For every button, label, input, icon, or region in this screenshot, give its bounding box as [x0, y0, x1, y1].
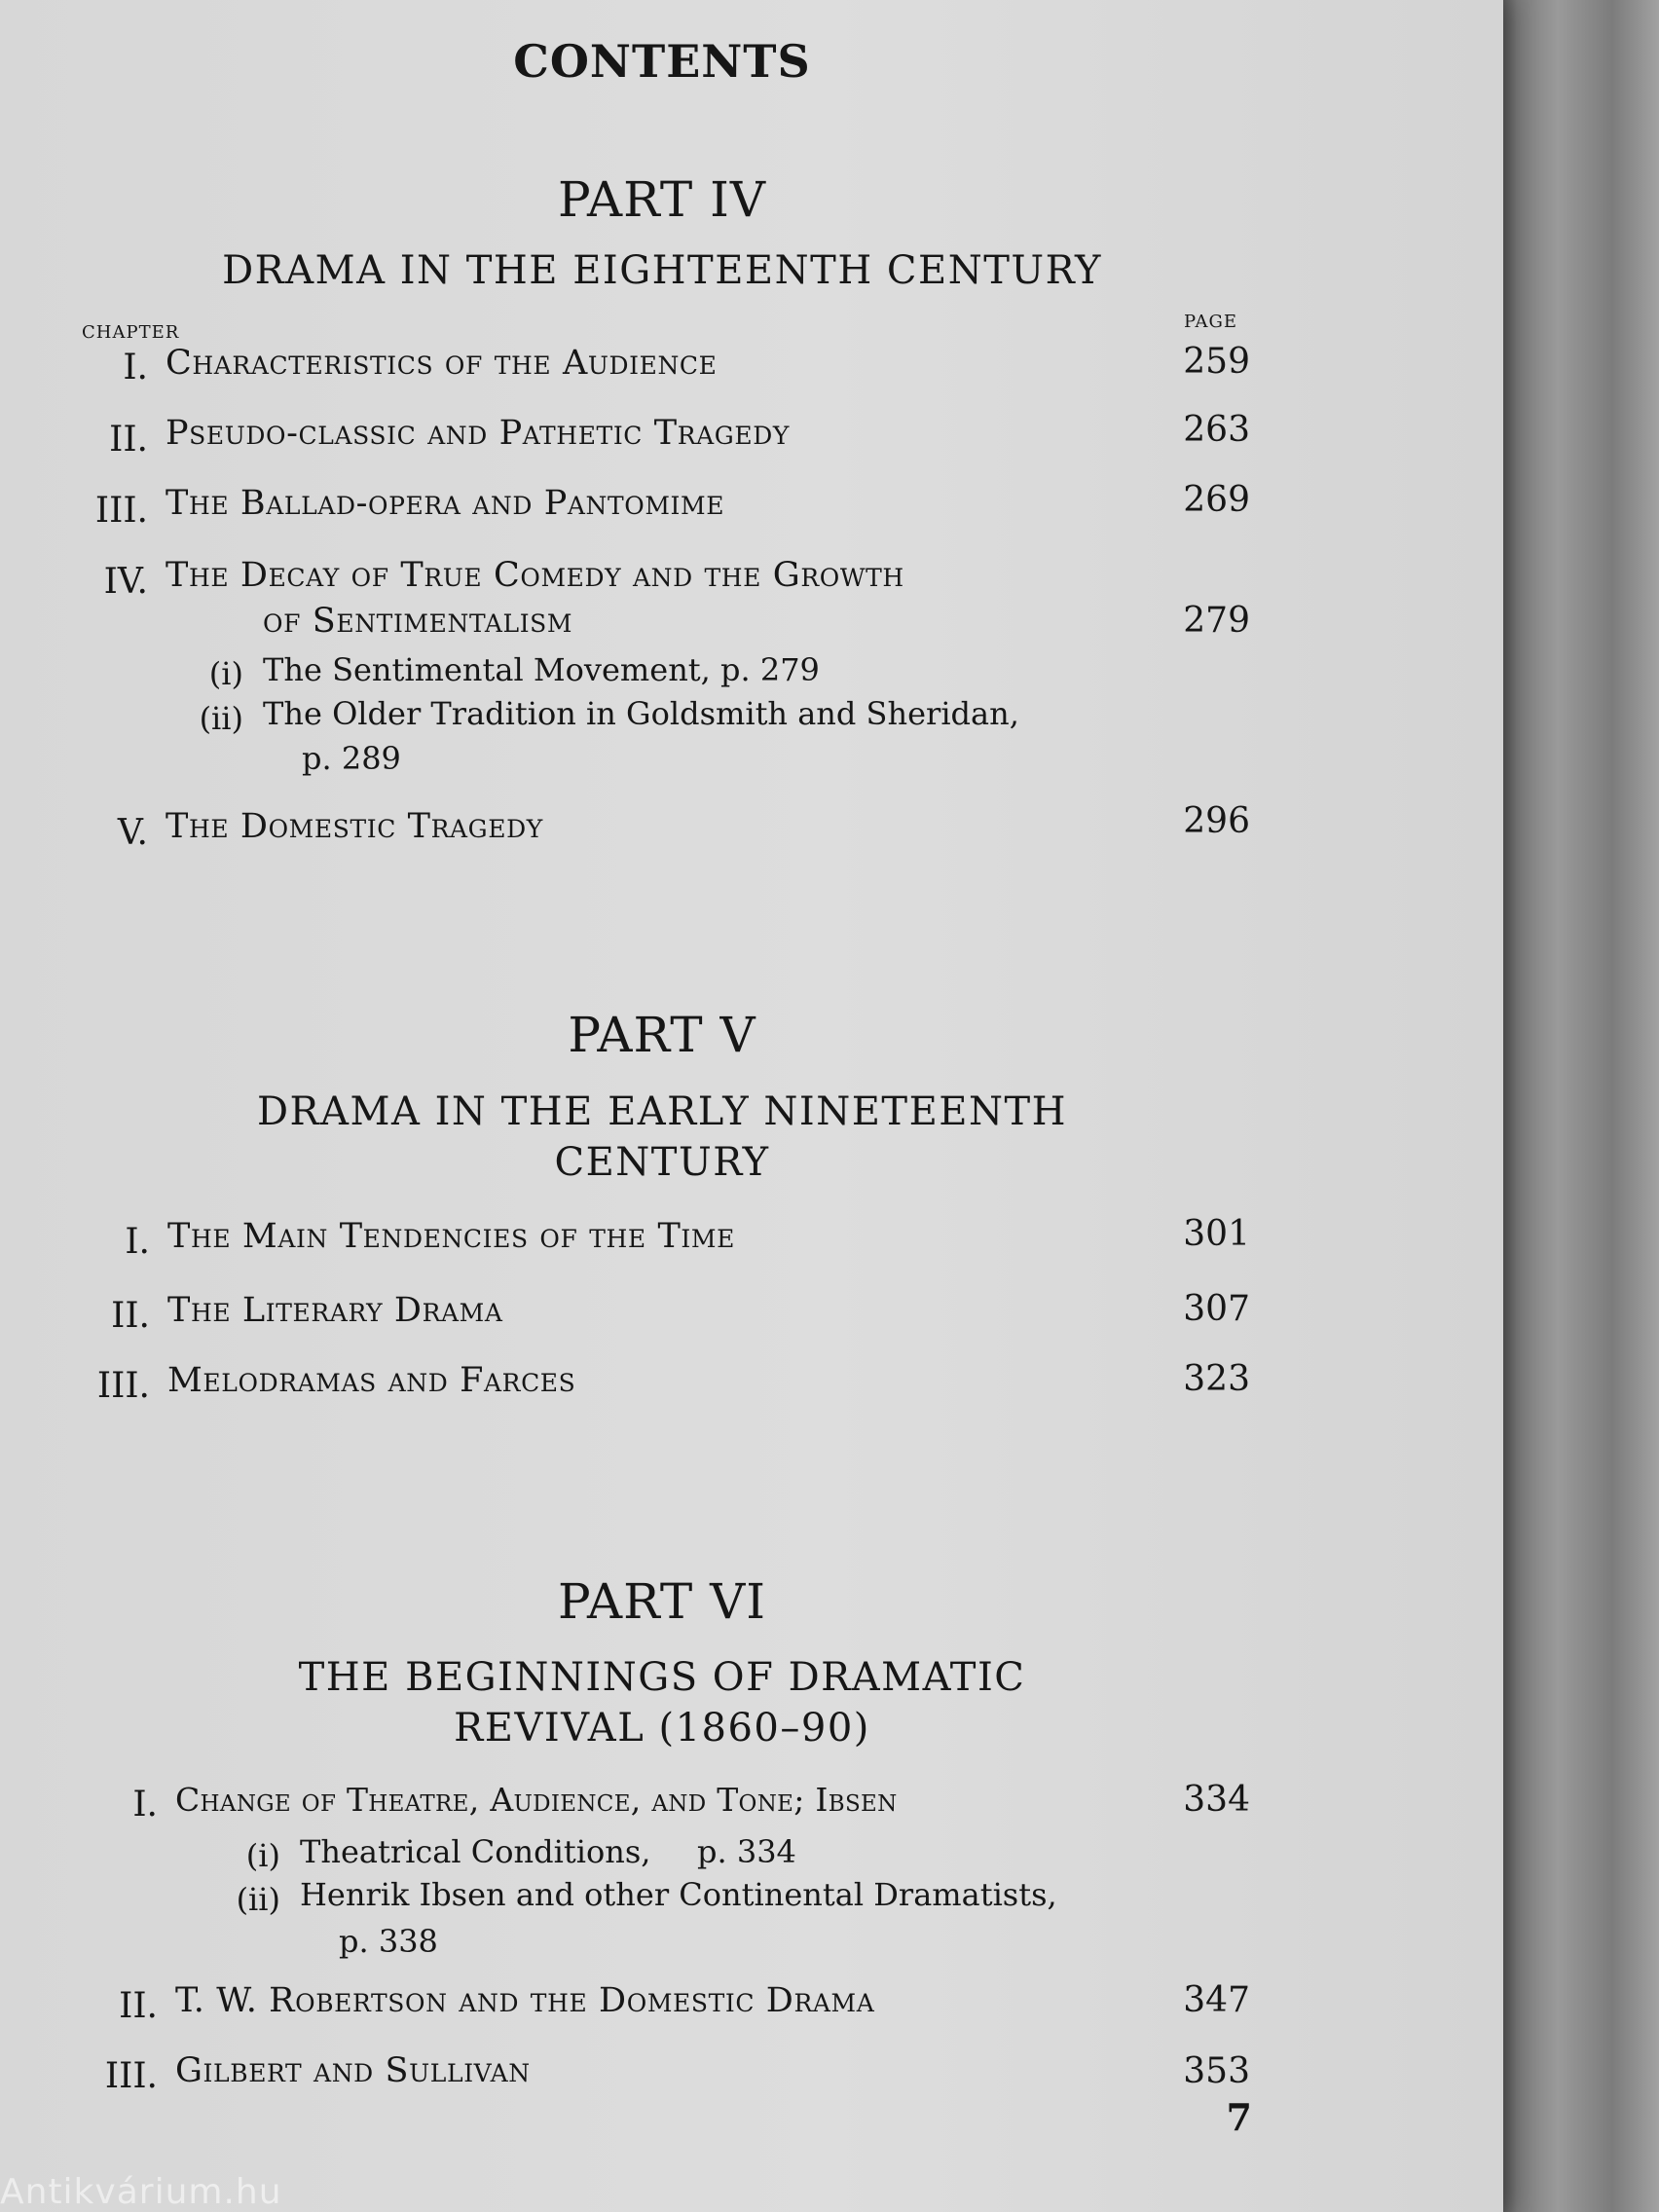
chapter-number: I.	[125, 1222, 150, 1262]
chapter-number: III.	[94, 491, 148, 531]
contents-heading: CONTENTS	[513, 35, 811, 88]
chapter-page-number: 334	[1183, 1780, 1250, 1820]
chapter-page-number: 307	[1183, 1289, 1250, 1329]
chapter-title: The Literary Drama	[167, 1291, 503, 1330]
chapter-page-number: 296	[1183, 801, 1250, 841]
chapter-page-number: 353	[1183, 2051, 1250, 2091]
subsection-number: (i)	[245, 1837, 280, 1874]
chapter-title: T. W. Robertson and the Domestic Drama	[175, 1981, 875, 2020]
chapter-title: Gilbert and Sullivan	[175, 2051, 531, 2090]
subsection-title: The Sentimental Movement,	[263, 651, 711, 688]
chapter-title: Characteristics of the Audience	[166, 344, 718, 383]
part-iv-heading: PART IV	[557, 171, 767, 228]
subsection-number: (ii)	[236, 1881, 280, 1918]
chapter-number: I.	[132, 1785, 158, 1825]
chapter-number: II.	[111, 1296, 150, 1336]
subsection-page: p. 289	[302, 740, 401, 777]
chapter-title: The Main Tendencies of the Time	[167, 1217, 735, 1256]
chapter-title-continuation: of Sentimentalism	[263, 602, 573, 641]
chapter-title: Melodramas and Farces	[167, 1361, 576, 1400]
subsection-title: Henrik Ibsen and other Continental Dramatists,	[300, 1876, 1057, 1913]
subsection-page: p. 334	[697, 1833, 796, 1870]
chapter-number: III.	[96, 1366, 150, 1406]
chapter-title: The Ballad-opera and Pantomime	[166, 484, 725, 523]
chapter-column-label: CHAPTER	[82, 322, 180, 343]
chapter-page-number: 347	[1183, 1980, 1250, 2020]
chapter-page-number: 323	[1183, 1359, 1250, 1399]
part-v-heading: PART V	[568, 1007, 756, 1063]
part-v-title: DRAMA IN THE EARLY NINETEENTH	[256, 1089, 1068, 1134]
part-vi-title-continuation: REVIVAL (1860–90)	[454, 1706, 870, 1751]
chapter-title: The Decay of True Comedy and the Growth	[166, 556, 904, 595]
subsection-number: (ii)	[199, 700, 243, 737]
part-vi-heading: PART VI	[557, 1573, 767, 1630]
chapter-title: Pseudo-classic and Pathetic Tragedy	[166, 414, 790, 453]
chapter-number: V.	[117, 813, 148, 853]
subsection-title: Theatrical Conditions,	[300, 1833, 651, 1870]
part-iv-title: DRAMA IN THE EIGHTEENTH CENTURY	[222, 248, 1102, 293]
subsection-page: p. 279	[720, 651, 820, 688]
chapter-page-number: 279	[1183, 601, 1250, 641]
subsection-page: p. 338	[339, 1923, 438, 1960]
chapter-page-number: 263	[1183, 410, 1250, 450]
chapter-title: The Domestic Tragedy	[166, 807, 543, 846]
chapter-title: Change of Theatre, Audience, and Tone; Ibsen	[175, 1781, 898, 1819]
part-vi-title: THE BEGINNINGS OF DRAMATIC	[298, 1655, 1026, 1700]
chapter-number: II.	[119, 1986, 158, 2026]
part-v-title-continuation: CENTURY	[554, 1140, 770, 1185]
chapter-number: II.	[109, 420, 148, 460]
chapter-page-number: 269	[1183, 480, 1250, 520]
chapter-number: IV.	[103, 562, 148, 602]
page-shadow	[1503, 0, 1517, 2212]
page-column-label: PAGE	[1184, 312, 1237, 332]
background-edge	[1503, 0, 1659, 2212]
chapter-page-number: 301	[1183, 1214, 1250, 1254]
subsection-title: The Older Tradition in Goldsmith and Sheridan,	[263, 695, 1019, 732]
chapter-page-number: 259	[1183, 342, 1250, 382]
page-folio: 7	[1226, 2095, 1252, 2139]
watermark: Antikvárium.hu	[0, 2172, 282, 2212]
subsection-number: (i)	[208, 655, 243, 692]
chapter-number: I.	[123, 348, 148, 387]
chapter-number: III.	[104, 2056, 158, 2096]
